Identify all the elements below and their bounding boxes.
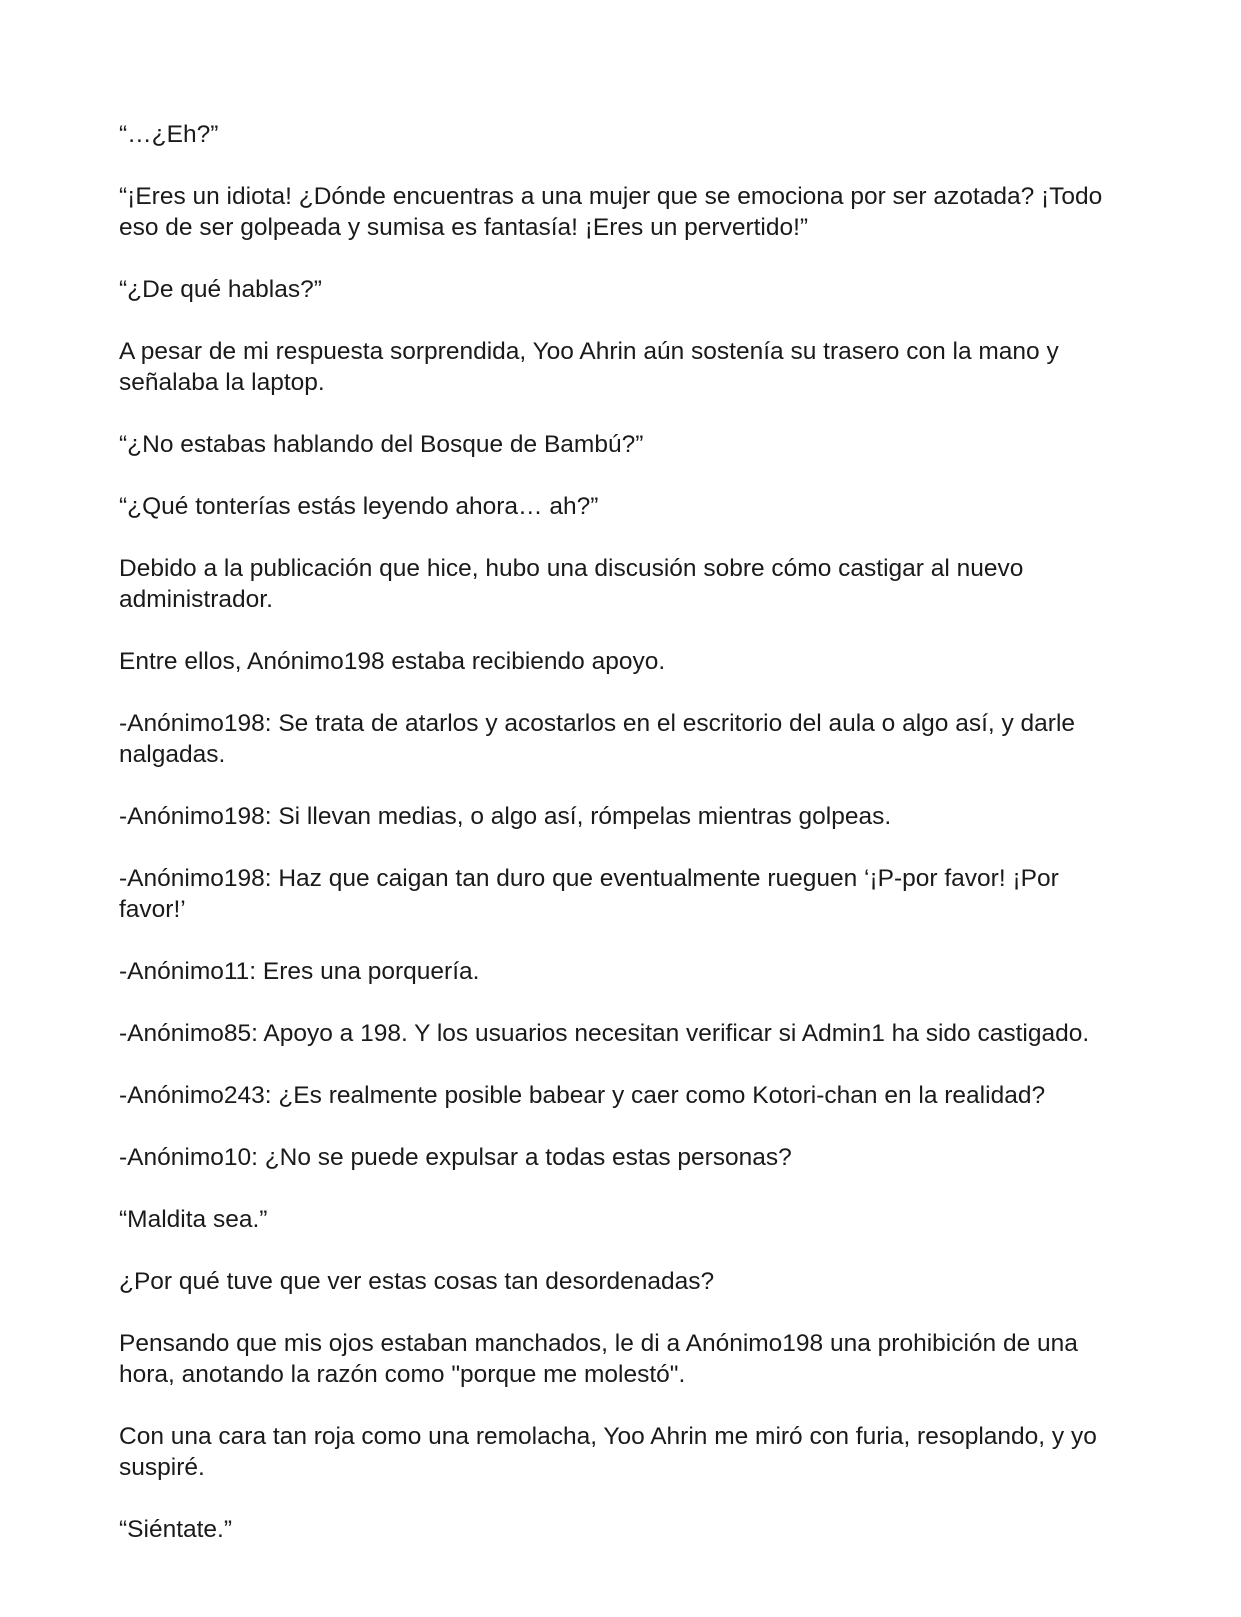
paragraph: -Anónimo243: ¿Es realmente posible babear y caer como Kotori-chan en la realidad? <box>119 1082 1046 1109</box>
paragraph: “¿No estabas hablando del Bosque de Bambú?” <box>119 431 644 458</box>
paragraph: “¿De qué hablas?” <box>119 276 322 303</box>
paragraph: -Anónimo198: Si llevan medias, o algo así, rómpelas mientras golpeas. <box>119 803 892 830</box>
paragraph: “¡Eres un idiota! ¿Dónde encuentras a una mujer que se emociona por ser azotada? ¡Todo eso de ser golpeada y sumisa es fantasía! ¡Eres un pervertido!” <box>119 183 1103 241</box>
paragraph: “Maldita sea.” <box>119 1206 268 1233</box>
paragraph: -Anónimo198: Haz que caigan tan duro que eventualmente rueguen ‘¡P-por favor! ¡Por favor!’ <box>119 865 1059 923</box>
paragraph: -Anónimo85: Apoyo a 198. Y los usuarios necesitan verificar si Admin1 ha sido castigado. <box>119 1020 1090 1047</box>
paragraph: Con una cara tan roja como una remolacha, Yoo Ahrin me miró con furia, resoplando, y yo suspiré. <box>119 1423 1097 1481</box>
paragraph: A pesar de mi respuesta sorprendida, Yoo Ahrin aún sostenía su trasero con la mano y señalaba la laptop. <box>119 338 1059 396</box>
paragraph: “…¿Eh?” <box>119 121 219 148</box>
paragraph: Pensando que mis ojos estaban manchados, le di a Anónimo198 una prohibición de una hora, anotando la razón como "porque me molestó". <box>119 1330 1078 1388</box>
paragraph: -Anónimo10: ¿No se puede expulsar a todas estas personas? <box>119 1144 792 1171</box>
document-page <box>119 119 1129 1545</box>
paragraph: -Anónimo198: Se trata de atarlos y acostarlos en el escritorio del aula o algo así, y darle nalgadas. <box>119 710 1076 768</box>
paragraph: Debido a la publicación que hice, hubo una discusión sobre cómo castigar al nuevo administrador. <box>119 555 1024 613</box>
paragraph: “¿Qué tonterías estás leyendo ahora… ah?” <box>119 493 599 520</box>
paragraph: -Anónimo11: Eres una porquería. <box>119 958 480 985</box>
paragraph: “Siéntate.” <box>119 1516 233 1543</box>
paragraph: Entre ellos, Anónimo198 estaba recibiendo apoyo. <box>119 648 666 675</box>
paragraph: ¿Por qué tuve que ver estas cosas tan desordenadas? <box>119 1268 715 1295</box>
